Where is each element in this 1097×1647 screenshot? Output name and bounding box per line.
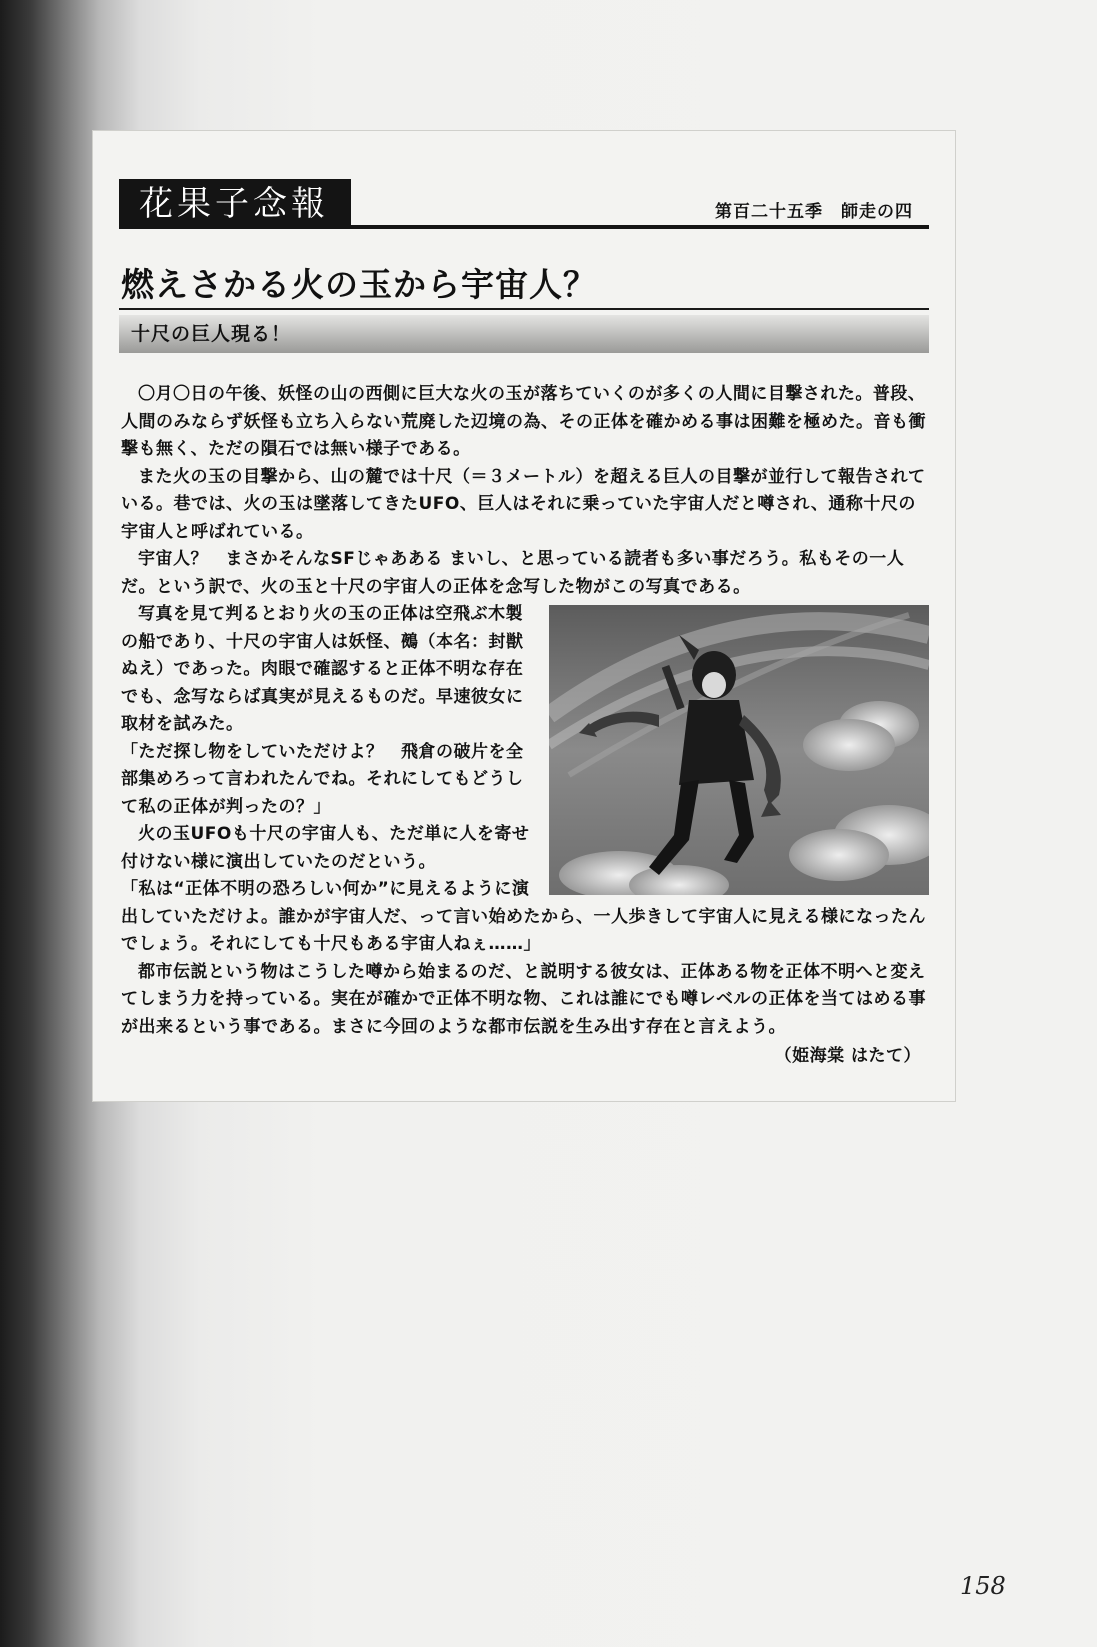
paragraph: また火の玉の目撃から、山の麓では十尺（＝３メートル）を超える巨人の目撃が並行して報告されている。巷では、火の玉は墜落してきたUFO、巨人はそれに乗っていた宇宙人だと噂され、通称十尺の宇宙人と呼ばれている。 [121, 466, 926, 542]
paragraph: 写真を見て判るとおり火の玉の正体は空飛ぶ木製の船であり、十尺の宇宙人は妖怪、鵺（本名：封獣ぬえ）であった。肉眼で確認すると正体不明な存在でも、念写ならば真実が見えるものだ。早速彼女に取材を試みた。 [121, 604, 524, 734]
quote: 「ただ探し物をしていただけよ？ 飛倉の破片を全部集めろって言われたんでね。それにしてもどうして私の正体が判ったの？」 [121, 741, 524, 817]
quote: 「私は“正体不明の恐ろしい何か”に見えるように演出していただけよ。誰かが宇宙人だ、って言い始めたから、一人歩きして宇宙人に見える様になったんでしょう。それにしても十尺もある宇宙人ねぇ……」 [121, 879, 926, 954]
author-byline: （姫海棠 はたて） [774, 1046, 921, 1066]
photo-illustration [549, 605, 929, 895]
paragraph: 〇月〇日の午後、妖怪の山の西側に巨大な火の玉が落ちていくのが多くの人間に目撃された。普段、人間のみならず妖怪も立ち入らない荒廃した辺境の為、その正体を確かめる事は困難を極めた。音も衝撃も無く、ただの隕石では無い様子である。 [121, 384, 926, 459]
subheadline-bar [119, 315, 929, 353]
newspaper-article [92, 130, 956, 1102]
article-photo [549, 605, 929, 895]
subheadline: 十尺の巨人現る！ [131, 323, 292, 345]
paragraph: 都市伝説という物はこうした噂から始まるのだ、と説明する彼女は、正体ある物を正体不明へと変えてしまう力を持っている。実在が確かで正体不明な物、これは誰にでも噂レベルの正体を当てはめる事が出来るという事である。まさに今回のような都市伝説を生み出す存在と言えよう。 [121, 961, 926, 1037]
headline-rule [119, 308, 929, 310]
column-logo: 花果子念報 [119, 179, 351, 229]
page-number: 158 [960, 1572, 1006, 1600]
headline: 燃えさかる火の玉から宇宙人？ [121, 265, 597, 304]
paragraph: 宇宙人？ まさかそんなSFじゃあある まいし、と思っている読者も多い事だろう。私もその一人だ。という訳で、火の玉と十尺の宇宙人の正体を念写した物がこの写真である。 [121, 549, 905, 597]
paragraph: 火の玉UFOも十尺の宇宙人も、ただ単に人を寄せ付けない様に演出していたのだという。 [121, 824, 530, 872]
header-rule [119, 225, 929, 229]
article-body [121, 381, 929, 1071]
issue-label: 第百二十五季 師走の四 [715, 202, 913, 222]
